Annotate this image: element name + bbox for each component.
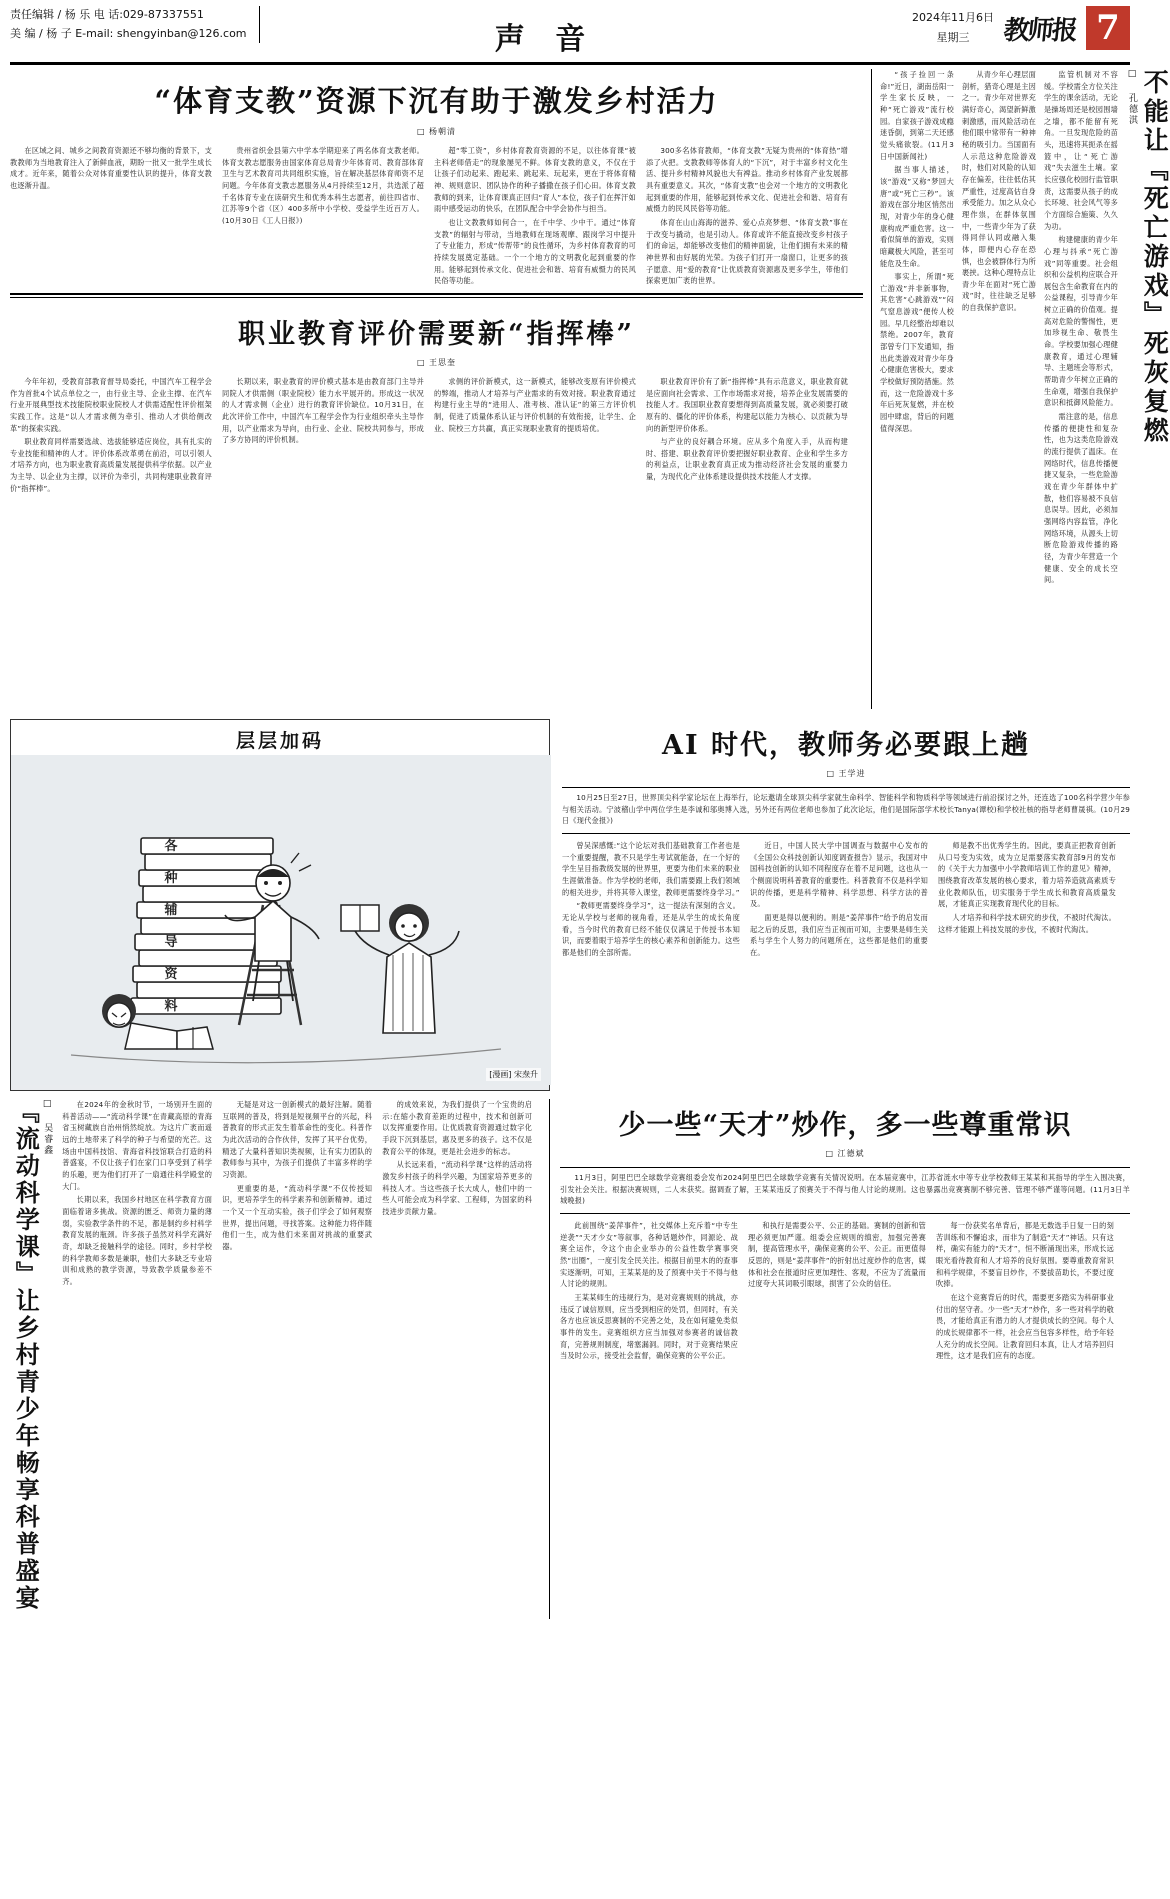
article-genius-hype <box>550 1099 1130 1619</box>
article1-bottom-rule <box>10 293 863 298</box>
article5-para-0: 在2024年的金秋时节，一场别开生面的科普活动——“流动科学课”在青藏高原的青海省玉树藏族自治州悄然绽放。为这片广袤而遥远的土地带来了科学的种子与希望的光芒。这场由中国科技馆、青海省科技馆联合打造的科普盛宴，不仅让孩子们在家门口享受到了科学的乐趣，更为他们打开了一扇通往科学殿堂的大门。 <box>62 1100 213 1191</box>
article3-para-3: 面更是得以便利的。则是“姜萍事件”给予的启发而起之后的反思，我们应当正视而可知，主要果是师生关系与学生个人努力的问题所在，这些都是他们的重要在。 <box>750 912 928 957</box>
article1-column-2 <box>434 145 636 289</box>
article1-para-4: 体育在山山海海的滋养、爱心点亮梦想、“体育支教”事在于改变与撬动，也是引动人。体育或许不能直接改变乡村孩子们的命运，却能够改变他们的精神面貌，让他们拥有未来的精神世界和由好展的光荣。为孩子们打开一扇窗口，让更多的孩子愿意、用“爱的教育”让优质教育资源惠及更多学生，带他们探索更加广袤的世界。 <box>646 217 848 286</box>
article3-column-0 <box>562 840 740 961</box>
section-title: 声 音 <box>494 22 596 57</box>
article4-para-3: 每一份获奖名单背后，都是无数选手日复一日的刻苦训练和不懈追求，而非为了制造“天才”神话。只有这样，确实有能力的“天才”，恒不断涌现出来，形成长远眼光看待教育和人才培养的良好氛围。要尊重教育常识和科学规律，不要盲目炒作，不要拔苗助长，不要过度吹捧。 <box>936 1220 1114 1289</box>
article1-para-2: 也让文教教师如何合一，在千中学、少中干。通过“体育支教”的辐射与带动，当地教师在现场观摩、跟岗学习中提升了专业能力，形成“传帮带”的良性循环，为乡村体育教育的可持续发展奠定基础。一个一个地方的文明教化起到重要的作用。能够起到传承文化、促进社会和谐、培育有威慑力的民风民俗等功能。 <box>434 217 636 286</box>
masthead-right <box>830 6 1130 50</box>
article-right-columns <box>880 69 1118 709</box>
article1-title: “体育支教”资源下沉有助于激发乡村活力 <box>154 84 719 118</box>
article-right-column-0 <box>880 69 954 709</box>
paper-logo: 教师报 <box>1002 15 1078 46</box>
svg-text:资: 资 <box>164 967 178 982</box>
article3-para-2: 近日，中国人民大学中国调查与数据中心发布的《全国公众科技创新认知度调查报告》显示，我国对中国科技创新的认知不同程度存在着不足问题，这也从一个侧面说明科普教育的重要性。科普教育不仅是科学知识的传播，更是科学精神、科学思想、科学方法的普及。 <box>750 840 928 909</box>
masthead-editor-info <box>10 6 260 43</box>
article3-para-0: 曾吴深感慨:“这个论坛对我们基础教育工作者也是一个重要提醒，教不只是学生考试就能备，在一个好的学生呈目指教级发展的世界里，更要为他们未来的职业生涯做准备。作为学校的老师，我们需要跟上我们领域的相关进步，并将其带入课堂，教师更需要终身学习。” <box>562 840 740 897</box>
article3-para-1: “教师更需要终身学习”，这一提法有深刻的含义。无论从学校与老师的视角看，还是从学生的成长角度看，当今时代的教育已经不能仅仅满足于传授书本知识，而要着眼于培养学生的核心素养和创新能力。这些都是他们的全部所需。 <box>562 901 740 957</box>
article4-columns <box>560 1220 1130 1364</box>
article3-column-2 <box>938 840 1116 961</box>
article3-byline: □ 王学进 <box>826 769 866 778</box>
svg-text:各: 各 <box>164 839 178 854</box>
article5-para-3: 更重要的是，“流动科学课”不仅传授知识，更培养学生的科学素养和创新精神。通过一个又一个互动实验，孩子们学会了如何观察世界，提出问题，寻找答案。这种能力将伴随他们一生，成为他们未来面对挑战的重要武器。 <box>222 1183 373 1251</box>
bottom-region <box>0 1091 1140 1619</box>
article2-columns <box>10 376 863 497</box>
article-right-title: 不能让『死亡游戏』死灰复燃 <box>1140 69 1170 446</box>
article3-columns <box>562 840 1130 961</box>
article2-para-3: 职业教育评价有了新“指挥棒”具有示范意义，职业教育就是应面向社会需求、工作市场需求对接，培养企业发展需要的技能人才。我国职业教育要想得到高质量发展，就必须要打破原有的、僵化的评价体系，构建起以能力为核心、以贡献为导向的新型评价体系。 <box>646 376 848 433</box>
article2-para-2: 求侧的评价新模式，这一新模式，能够改变原有评价模式的弊端，推动人才培养与产业需求的有效对接。职业教育通过构建行业主导的“进用人、准考核、准认证”的第三方评价机制，促进了质量体系认证与评价机制的有效衔接，让学生、企业、院校三方共赢，真正实现职业教育的提质培优。 <box>434 376 636 433</box>
article5-column-2 <box>382 1099 532 1619</box>
top-left-block <box>10 69 872 709</box>
svg-text:辅: 辅 <box>164 903 178 918</box>
top-region <box>0 65 1170 709</box>
article2-title: 职业教育评价需要新“指挥棒” <box>237 318 636 350</box>
article-right-para-2: 事实上，所谓“死亡游戏”并非新事物，其危害“心跳游戏”“闷气窒息游戏”便传人校园。早几经整治却难以禁绝。2007年，教育部曾专门下发通知，指出此类游戏对青少年身心健康危害极大，要求学校做好预防措施。然而，这一危险游戏十多年后死灰复燃，并在校园中肆虐，背后的问题值得深思。 <box>880 272 954 433</box>
masthead-section-title-wrap <box>260 6 830 58</box>
article3-lead: 10月25日至27日，世界顶尖科学家论坛在上海举行，论坛邀请全球顶尖科学家就生命科学、智能科学和物质科学等领域进行前沿探讨之外，还连选了100名科学营少年参与相关活动。宁波稽山学中两位学生是李诚和邬奥博入选，另外还有两位老师也参加了此次论坛，他们是国际部学术校长Tanya(谭校)和学校社核的指导老师曹晟祺。(10月29日《现代金报》) <box>562 793 1130 826</box>
svg-text:导: 导 <box>164 935 178 950</box>
article2-column-0 <box>10 376 212 497</box>
article2-byline: □ 王思奎 <box>416 357 457 367</box>
editor-line-1: 责任编辑 / 杨 乐 电 话:029-87337551 <box>10 8 204 21</box>
article2-column-1 <box>222 376 424 497</box>
article2-para-0: 职业教育同样需要选战、选拔能够适应岗位，具有扎实的专业技能和精神的人才。评价体系改革勇在前沿，可以引领人才培养方向，也为职业教育高质量发展提供科学依据。以产业为主导、以企业为主撑，以评价为牵引，共同构建职业教育评价“指挥棒”。 <box>10 437 212 493</box>
article4-para-4: 在这个竞赛背后的时代，需要更多踏实为科研事业付出的坚守者。少一些“天才”炒作，多一些对科学的敬畏，才能给真正有潜力的人才提供成长的空间。每个人的成长规律都不一样，社会应当包容多样性，给予年轻人充分的成长空间。让教育回归本真，让人才培养回归理性，这才是我们应有的态度。 <box>936 1292 1114 1361</box>
article-right-para-0: “孩子捡回一条命!”近日，湖南岳阳一学生家长反映，一种“死亡游戏”流行校园。自家孩子游戏成瘾迷昏倒，到第二天还感觉头痛欲裂。(11月3日中国新闻社) <box>880 70 954 161</box>
article-right-column-2 <box>1044 69 1118 709</box>
svg-text:料: 料 <box>164 999 178 1014</box>
middle-region <box>0 709 1140 1091</box>
article2-column-3 <box>646 376 848 497</box>
article4-title: 少一些“天才”炒作，多一些尊重常识 <box>618 1110 1072 1141</box>
article-right-para-3: 从青少年心理层面剖析，猎奇心理是主因之一。青少年对世界充满好奇心，渴望新鲜激刺激感，而风险活动在他们眼中常带有一种神秘的吸引力。当国面有人示范这种危险游戏时，他们对风险的认知存在偏差，往往低估其严重性，过度高估自身承受能力。加之从众心理作祟，在群体氛围中，一些青少年为了获得同伴认同或融入集体，即便内心存在恐惧，也会被群体行为所裹挟。这种心理特点让青少年在面对“死亡游戏”时，往往缺乏足够的自我保护意识。 <box>962 70 1036 313</box>
article5-para-5: 从长远来看，“流动科学课”这样的活动将激发乡村孩子的科学兴趣，为国家培养更多的科技人才。当这些孩子长大成人，他们中的一些人可能会成为科学家、工程师，为国家的科技进步贡献力量。 <box>382 1160 533 1216</box>
article4-lead-box <box>560 1167 1130 1214</box>
article-right-para-4: 监管机制对不容缓。学校需全方位关注学生的课余活动，无论是操场周还是校园围墙之墙，都不能留有死角。一旦发现危险的苗头，迅速将其扼杀在摇篮中，让“死亡游戏”失去滋生土壤。家长应强化校园行监管职责，这需要从孩子的成长环境、社会风气等多个方面综合施策、久久为功。 <box>1044 70 1118 231</box>
article1-para-0: 贵州省织金县第六中学本学期迎来了两名体育支教老师。体育支教志愿服务由国家体育总局青少年体育司、教育部体育卫生与艺术教育司共同组织实施，旨在解决基层体育师资不足问题。今年体育支教志愿服务从4月持续至12月，共选派了超千名体育专业在读研究生和优秀本科生志愿者，前往四省市、江苏等9个省（区）400多所中小学校、受益学生近百万人。(10月30日《工人日报》) <box>222 146 424 225</box>
article-ai-era <box>550 719 1130 1091</box>
article1-column-0 <box>10 145 212 289</box>
publication-date: 2024年11月6日 <box>911 11 994 25</box>
article-right-column-1 <box>962 69 1036 709</box>
article5-byline: □ 吴睿鑫 <box>42 1099 53 1156</box>
cartoon-stage <box>11 755 549 1085</box>
publication-weekday: 星期三 <box>936 31 970 44</box>
publication-date-block <box>912 8 994 48</box>
article-right-byline: □ 孔德淇 <box>1127 69 1137 126</box>
article4-column-0 <box>560 1220 738 1364</box>
article3-para-5: 人才培养和科学技术研究的步伐，不被时代淘汰。这样才能跟上科技发展的步伐，不被时代淘汰。 <box>938 912 1116 934</box>
article1-lead: 在区域之间、城乡之间教育资源还不够均衡的背景下，支教教师为当地教育注入了新鲜血液，期盼一批又一批学生成长成才。近年来，随着公众对体育重要性认识的提升，体育支教也逐渐升温。 <box>10 146 212 190</box>
article5-columns <box>62 1099 532 1619</box>
page-number-badge: 7 <box>1086 6 1130 50</box>
article-right-para-5: 构建健康的青少年心理与抖承“死亡游戏”同等重要。社会组织和公益机构应联合开展包含生命教育在内的公益课程，引导青少年树立正确的价值观。提高对危险的警惕性，更加珍视生命、敬畏生命。学校要加强心理健康教育，通过心理辅导、主题班会等形式，帮助青少年树立正确的生命观，增强自我保护意识和抵御风险能力。 <box>1044 235 1118 408</box>
article1-para-1: 超“零工资”，乡村体育教育资源的不足，以往体育课“被主科老师借走”的现象屡见不鲜。体育支教的意义，不仅在于让孩子们动起来、跑起来、跳起来、玩起来，更在于将体育精神、规则意识、团队协作的种子播撒在孩子们心田。体育支教教师的到来，让体育课真正回归“育人”本位，孩子们在挥汗如雨中感受运动的快乐，在团队配合中学会协作与担当。 <box>434 146 636 214</box>
article-right-para-1: 据当事人描述，该“游戏”又称“梦回大唐”或“死亡三秒”。该游戏在部分地区悄然出现，对青少年的身心健康构成严重危害。这一看似简单的游戏，实则暗藏极大风险，甚至可能危及生命。 <box>880 165 954 268</box>
article5-para-4: 的成效来说，为我们提供了一个宝贵的启示:在缩小教育差距的过程中，技术和创新可以发挥重要作用。让优质教育资源通过数字化手段下沉到基层，惠及更多的孩子。这不仅是教育公平的体现，更是社会进步的标志。 <box>382 1100 533 1156</box>
cartoon-panel <box>10 719 550 1091</box>
article-vocational-evaluation <box>10 312 863 497</box>
article1-byline: □ 杨朝清 <box>416 127 457 136</box>
article4-byline: □ 江德斌 <box>825 1149 865 1158</box>
article1-para-3: 300多名体育教师，“体育支教”无疑为贵州的“体育热”增添了火把。支教教师等体育人的“下沉”，对于丰富乡村文化生活、提升乡村精神风貌也大有裨益。推动乡村体育产业发展都具有重要意义。其次，“体育支教”也会对一个地方的文明教化起到重要的作用，能够起到传承文化、促进社会和谐、培育有威慑力的民风民俗等功能。 <box>646 146 848 214</box>
article5-para-2: 无疑是对这一创新模式的最好注解。随着互联网的普及，将到是短视频平台的兴起，科普教育的形式正发生着革命性的变化。科普作为此次活动的合作伙伴，发挥了其平台优势，精选了大量科普知识类视频，让有实力团队的教师参与其中，为孩子们提供了丰富多样的学习资源。 <box>222 1100 373 1179</box>
article-mobile-science-class <box>10 1099 550 1619</box>
cartoon-credit: [漫画] 宋焘升 <box>486 1068 541 1081</box>
article-death-game <box>872 69 1170 709</box>
article3-title: AI 时代，教师务必要跟上趟 <box>662 730 1030 761</box>
article5-para-1: 长期以来，我国乡村地区在科学教育方面面临着诸多挑战。资源的匮乏、师资力量的薄弱，实验教学条件的不足，都是制约乡村科学教育发展的瓶颈。许多孩子虽然对科学充满好奇，却缺乏接触科学的途径。同时，乡村学校的科学教师多数是兼职，他们大多缺乏专业培训和成熟的教学资源，导致教学质量参差不齐。 <box>62 1195 213 1286</box>
cartoon-title: 层层加码 <box>11 720 549 755</box>
article4-column-1 <box>748 1220 926 1364</box>
article5-column-1 <box>222 1099 372 1619</box>
editor-line-2: 美 编 / 杨 子 E-mail: shengyinban@126.com <box>10 26 247 40</box>
article4-para-0: 此前围绕“姜萍事件”，社交媒体上充斥着“中专生逆袭”“天才少女”等叙事，各种话题炒作，同源论、战赛全运作，令这个由企业举办的公益性数学赛事突然“出圈”，一度引发全民关注。根据目前里木的的查事实逐渐明，可知，王某某是的及了预赛中关于不得与他人讨论的规则。 <box>560 1220 738 1289</box>
article2-column-2 <box>434 376 636 497</box>
svg-text:种: 种 <box>164 871 178 886</box>
cartoon-illustration <box>11 755 551 1085</box>
article2-para-1: 长期以来，职业教育的评价模式基本是由教育部门主导并同院人才供需侧（职业院校）能力水平展开的。形成这一状况的人才需求侧（企业）进行的教育评价缺位。10月31日，在此次评价工作中，中国汽车工程学会作为行业组织牵头主导作用，以产业需求为导向，由行业、企业、院校共同参与，形成了多方协同的评价机制。 <box>222 376 424 445</box>
article2-para-4: 与产业的良好耦合环境。应从多个角度入手，从而构建时、搭建、职业教育评价要把握好职业教育、企业和学生多方的利益点，让职业教育真正成为推动经济社会发展的重要力量，为现代化产业体系建设提供技术技能人才支撑。 <box>646 437 848 482</box>
article1-columns <box>10 145 863 289</box>
article2-lead: 今年年初，受教育部教育督导局委托，中国汽车工程学会作为首批4个试点单位之一，由行业主导、企业主撑、在汽车行业开展典型技术技能院校职业院校人才供需适配性评价框架实践工作。这是“以人才需求侧为牵引、推动人才供给侧改革”的探索实践。 <box>10 376 212 433</box>
article4-column-2 <box>936 1220 1114 1364</box>
article1-column-3 <box>646 145 848 289</box>
article4-lead: 11月3日，阿里巴巴全球数学竞赛组委会发布2024阿里巴巴全球数学竞赛有关情况说明。在本届竞赛中，江苏省涟水中等专业学校教师王某某和其指导的学生入围决赛，引发社会关注。根据决赛规则，二人未获奖。据调查了解，王某某违反了预赛关于不得与他人讨论的规则。这也暴露出竞赛赛制不够完善、管理不够严谨等问题。(11月3日羊城晚报) <box>560 1173 1130 1206</box>
article4-para-2: 王某某师生的违规行为，是对竞赛规则的挑战，亦违反了诚信原则，应当受到相应的处罚，但同时，有关各方也应该反思赛制的不完善之处，及在如何避免类似事件的发生。竞赛组织方应当加强对参赛者的诚信教育，完善规则制度，堵塞漏洞。同时，对于竞赛结果应当及时公示，接受社会监督，确保竞赛的公平公正。 <box>560 1292 738 1361</box>
article1-column-1 <box>222 145 424 289</box>
article4-para-1: 和执行是需要公平、公正的基础。赛制的创新和管理必须更加严谨。组委会应规则的缜密，加强完善赛制，提高管理水平，确保竞赛的公平、公正。而更值得反思的，则是“姜萍事件”的折射出过度炒作的危害，媒体和社会在报道时应更加理性、客观，不应为了流量而过度夸大其词吸引眼球，损害了公众的信任。 <box>748 1220 926 1289</box>
article-sports-teaching <box>10 79 863 289</box>
article3-para-4: 师是教不出优秀学生的。因此，要真正把教育创新从口号变为实效，成为立足需要落实教育部9月的发布的《关于大力加强中小学教师培训工作的意见》精神，围绕教育改革发展的核心要求，着力培养造就高素质专业化教师队伍，切实服务于学生成长和教育高质量发展，才能真正实现教育现代化的目标。 <box>938 840 1116 909</box>
masthead <box>0 0 1140 62</box>
article3-lead-box <box>562 787 1130 834</box>
article5-column-0 <box>62 1099 212 1619</box>
article-right-para-6: 需注意的是，信息传播的便捷性和复杂性，也为这类危险游戏的流行提供了温床。在网络时代，信息传播便捷又复杂，一些危险游戏在青少年群体中扩散，他们容易被不良信息误导。因此，必须加强网络内容监管，净化网络环境，从源头上切断危险游戏传播的路径，为青少年营造一个健康、安全的成长空间。 <box>1044 412 1118 585</box>
article3-column-1 <box>750 840 928 961</box>
article5-title: 『流动科学课』让乡村青少年畅享科普盛宴 <box>11 1099 41 1612</box>
